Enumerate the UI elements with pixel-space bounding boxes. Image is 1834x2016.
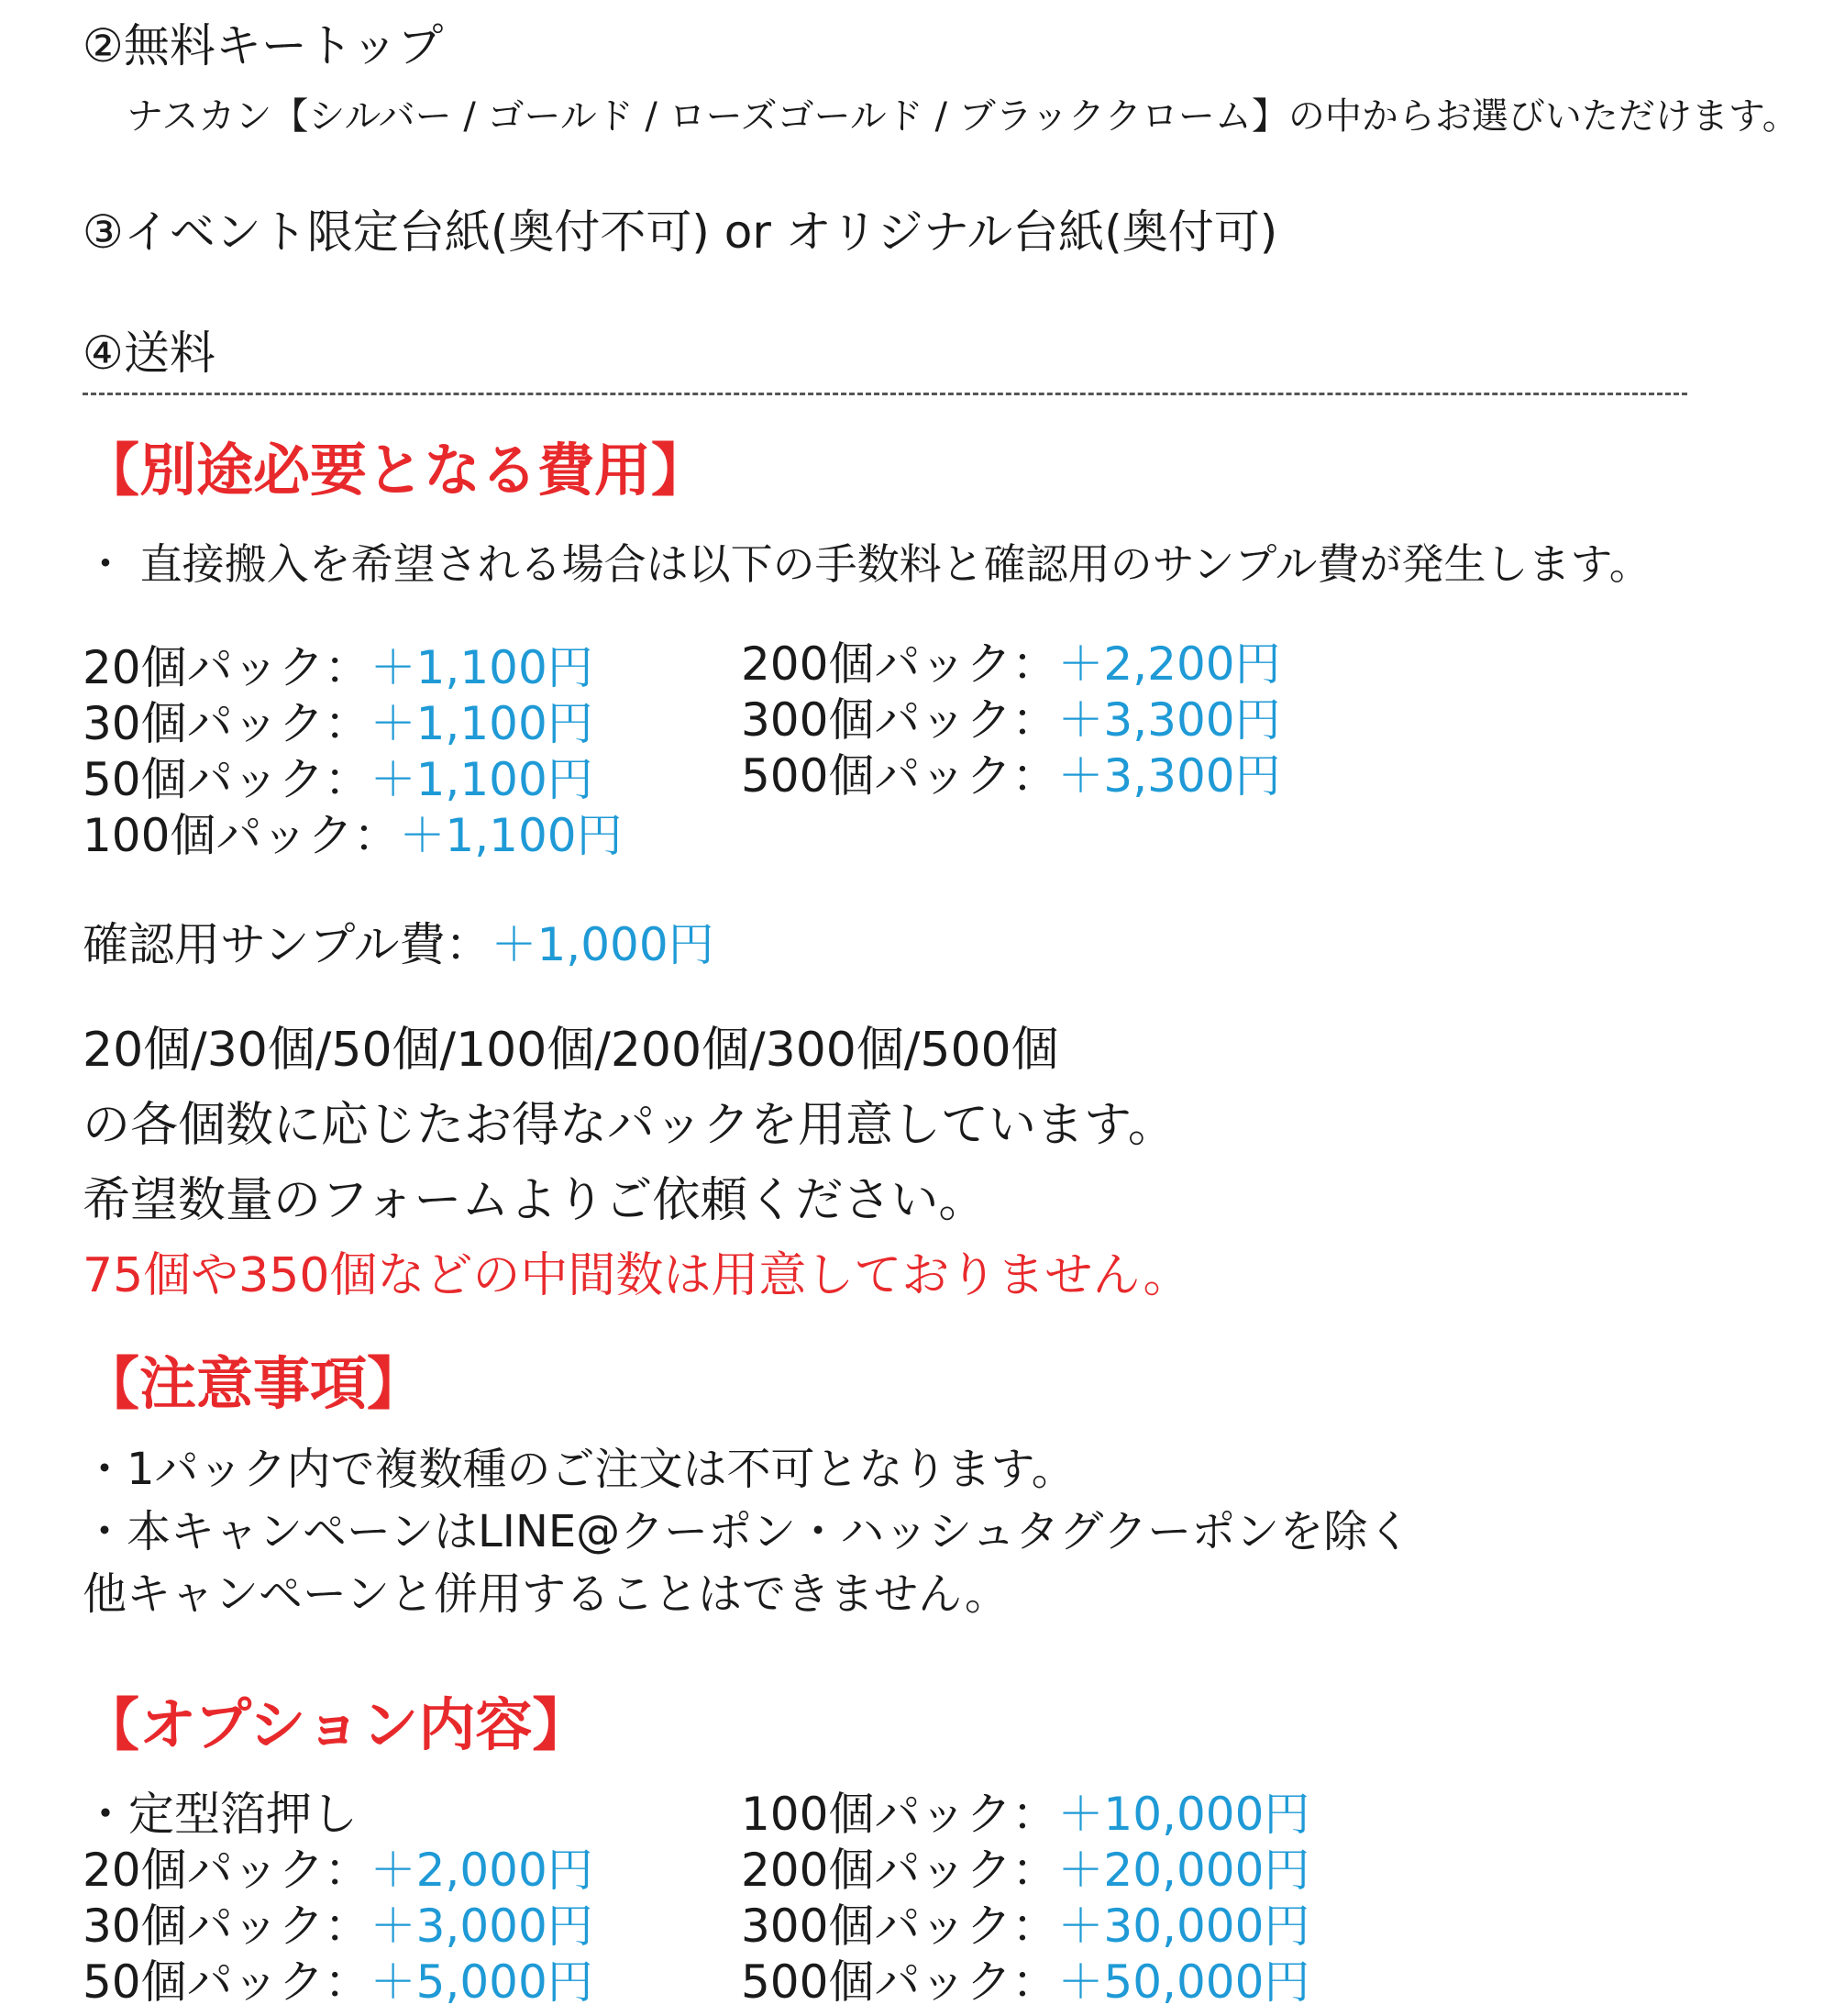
pack-price: ＋30,000円 <box>1057 1900 1310 1953</box>
pack-label: 100個パック： <box>741 1788 1058 1841</box>
item3-title: ③イベント限定台紙(奥付不可) or オリジナル台紙(奥付可) <box>83 205 1278 259</box>
price-row <box>83 752 623 808</box>
pack-label: 50個パック： <box>83 753 370 806</box>
pack-info-line: 20個/30個/50個/100個/200個/300個/500個 <box>83 1023 1059 1078</box>
pack-info-line: 希望数量のフォームよりご依頼ください。 <box>83 1173 987 1228</box>
extra-costs-intro: ・ 直接搬入を希望される場合は以下の手数料と確認用のサンプル費が発生します。 <box>84 539 1652 589</box>
pack-label: 20個パック： <box>83 1844 370 1897</box>
price-row <box>741 1843 1309 1899</box>
pack-info-paragraph <box>83 1013 1191 1313</box>
pack-label: 500個パック： <box>741 749 1058 803</box>
options-list-right <box>741 1787 1309 2010</box>
pack-price: ＋1,100円 <box>370 641 593 694</box>
price-row <box>83 1955 593 2010</box>
price-row <box>741 1955 1309 2010</box>
price-row <box>741 1787 1309 1843</box>
item4-title: ④送料 <box>83 327 215 380</box>
note-line: 他キャンペーンと併用することはできません。 <box>83 1568 1009 1620</box>
price-row <box>83 1843 593 1899</box>
item2-subtitle: ナスカン【シルバー / ゴールド / ローズゴールド / ブラッククローム】の中からお選びいただけます。 <box>127 95 1799 138</box>
pack-price: ＋5,000円 <box>370 1955 593 2009</box>
options-heading: 【オプション内容】 <box>83 1691 590 1758</box>
pack-label: 30個パック： <box>83 697 370 750</box>
sample-fee-label: 確認用サンプル費： <box>83 918 492 971</box>
notes-list <box>83 1438 1411 1625</box>
price-row <box>83 696 623 752</box>
pack-price: ＋20,000円 <box>1057 1844 1310 1897</box>
pack-price: ＋10,000円 <box>1057 1788 1310 1841</box>
dashed-divider <box>83 393 1687 395</box>
price-row <box>83 640 623 696</box>
pack-price: ＋1,100円 <box>370 753 593 806</box>
pack-label: 300個パック： <box>741 1900 1058 1953</box>
pack-price: ＋3,300円 <box>1057 693 1281 747</box>
pack-info-line: の各個数に応じたお得なパックを用意しています。 <box>83 1098 1176 1153</box>
options-list-left <box>83 1787 593 2010</box>
pack-label: 500個パック： <box>741 1955 1058 2009</box>
note-line: ・1パック内で複数種のご注文は不可となります。 <box>83 1444 1076 1495</box>
extra-costs-heading: 【別途必要となる費用】 <box>83 437 709 504</box>
pack-price: ＋50,000円 <box>1057 1955 1310 2009</box>
pack-label: 200個パック： <box>741 1844 1058 1897</box>
pack-label: 200個パック： <box>741 637 1058 691</box>
notes-heading: 【注意事項】 <box>83 1350 425 1417</box>
note-line: ・本キャンペーンはLINE@クーポン・ハッシュタグクーポンを除く <box>83 1506 1412 1557</box>
pack-info-warning: 75個や350個などの中間数は用意しておりません。 <box>83 1248 1191 1303</box>
pack-label: 100個パック： <box>83 809 400 862</box>
handling-fee-list-right <box>741 637 1281 804</box>
pack-price: ＋2,000円 <box>370 1844 593 1897</box>
pack-price: ＋1,100円 <box>370 697 593 750</box>
sample-fee-row <box>83 917 714 972</box>
price-row <box>741 748 1281 804</box>
price-row <box>741 692 1281 748</box>
price-row <box>83 808 623 864</box>
price-row <box>83 1899 593 1955</box>
handling-fee-list-left <box>83 640 623 864</box>
pack-price: ＋2,200円 <box>1057 637 1281 691</box>
pack-price: ＋1,100円 <box>399 809 623 862</box>
price-row <box>741 637 1281 692</box>
pack-label: 20個パック： <box>83 641 370 694</box>
pack-price: ＋3,000円 <box>370 1900 593 1953</box>
pack-price: ＋3,300円 <box>1057 749 1281 803</box>
price-row <box>741 1899 1309 1955</box>
foil-title: ・定型箔押し <box>83 1788 358 1841</box>
item2-title: ②無料キートップ <box>83 19 444 72</box>
sample-fee-price: ＋1,000円 <box>491 918 714 971</box>
pack-label: 50個パック： <box>83 1955 370 2009</box>
pack-label: 300個パック： <box>741 693 1058 747</box>
pack-label: 30個パック： <box>83 1900 370 1953</box>
